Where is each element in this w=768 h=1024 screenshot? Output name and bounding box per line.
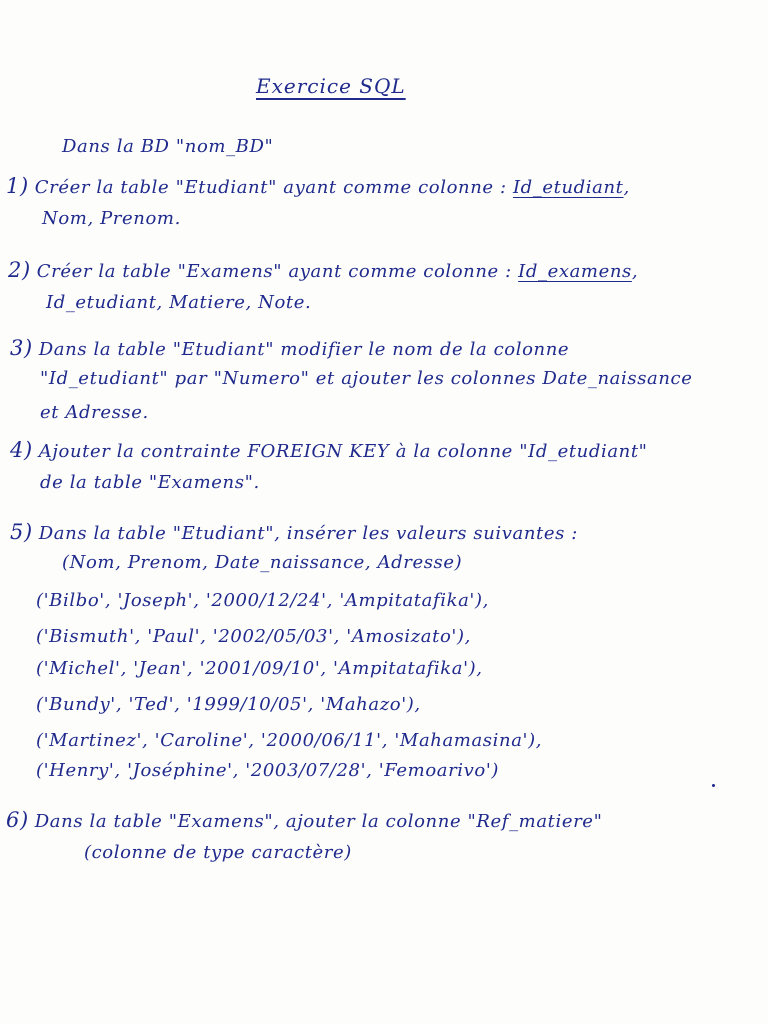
question-2-text: Créer la table "Examens" ayant comme colonne : [36, 261, 512, 282]
question-2-comma: , [631, 261, 639, 282]
question-1-number: 1) [6, 174, 29, 198]
question-1-line-2: Nom, Prenom. [42, 208, 181, 229]
question-4-line-2: de la table "Examens". [40, 472, 260, 493]
question-6-number: 6) [6, 808, 29, 832]
question-4-number: 4) [10, 438, 33, 462]
insert-row-5: ('Martinez', 'Caroline', '2000/06/11', 'Mahamasina'), [36, 730, 543, 751]
question-3-text: Dans la table "Etudiant" modifier le nom de la colonne [38, 339, 570, 360]
intro-line: Dans la BD "nom_BD" [62, 136, 274, 157]
question-5-line-1 [10, 520, 578, 544]
question-2-line-2: Id_etudiant, Matiere, Note. [46, 292, 312, 313]
question-4-text: Ajouter la contrainte FOREIGN KEY à la colonne "Id_etudiant" [38, 441, 648, 462]
insert-row-4: ('Bundy', 'Ted', '1999/10/05', 'Mahazo'), [36, 694, 421, 715]
question-3-line-3: et Adresse. [40, 402, 149, 423]
question-1-line-1 [6, 174, 630, 198]
question-4-line-1 [10, 438, 648, 462]
question-5-number: 5) [10, 520, 33, 544]
insert-row-2: ('Bismuth', 'Paul', '2002/05/03', 'Amosizato'), [36, 626, 471, 647]
question-2-line-1 [8, 258, 638, 282]
question-6-text: Dans la table "Examens", ajouter la colonne "Ref_matiere" [34, 811, 603, 832]
question-1-comma: , [623, 177, 630, 198]
question-1-text: Créer la table "Etudiant" ayant comme colonne : [34, 177, 507, 198]
page-title: Exercice SQL [256, 74, 406, 98]
question-6-line-1 [6, 808, 602, 832]
question-2-number: 2) [8, 258, 31, 282]
question-1-key-column: Id_etudiant [512, 177, 624, 198]
ink-dot [712, 784, 715, 787]
question-5-columns: (Nom, Prenom, Date_naissance, Adresse) [62, 552, 463, 573]
question-2-key-column: Id_examens [518, 261, 632, 282]
question-3-line-1 [10, 336, 569, 360]
insert-row-1: ('Bilbo', 'Joseph', '2000/12/24', 'Ampitatafika'), [36, 590, 489, 611]
question-3-number: 3) [10, 336, 33, 360]
insert-row-3: ('Michel', 'Jean', '2001/09/10', 'Ampitatafika'), [36, 658, 483, 679]
insert-row-6: ('Henry', 'Joséphine', '2003/07/28', 'Femoarivo') [36, 760, 500, 781]
question-3-line-2: "Id_etudiant" par "Numero" et ajouter les colonnes Date_naissance [40, 368, 693, 389]
question-6-line-2: (colonne de type caractère) [84, 842, 352, 863]
question-5-text: Dans la table "Etudiant", insérer les valeurs suivantes : [38, 523, 578, 544]
